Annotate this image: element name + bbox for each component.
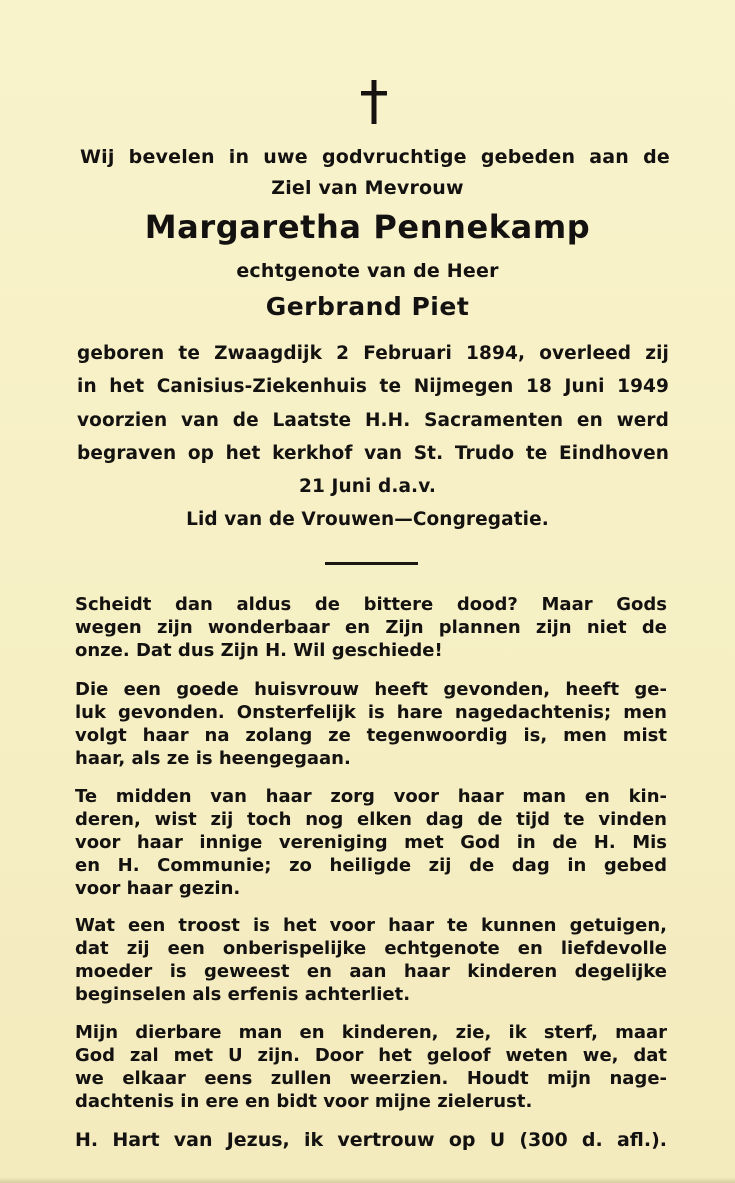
paragraph-3 xyxy=(75,785,667,900)
paragraph-line: moeder is geweest en aan haar kinderen degelijke xyxy=(75,961,667,982)
paragraph-line: en H. Communie; zo heiligde zij de dag in gebed xyxy=(75,855,667,876)
bio-line-2: in het Canisius-Ziekenhuis te Nijmegen 18 Juni 1949 xyxy=(77,376,669,397)
paragraph-4 xyxy=(75,914,667,1006)
paragraph-line: deren, wist zij toch nog elken dag de tijd te vinden xyxy=(75,809,667,830)
paragraph-1 xyxy=(75,593,667,662)
paragraph-line: onze. Dat dus Zijn H. Wil geschiede! xyxy=(75,640,443,661)
divider xyxy=(325,562,418,565)
spouse-intro: echtgenote van de Heer xyxy=(236,260,499,282)
paragraph-line: Mijn dierbare man en kinderen, zie, ik sterf, maar xyxy=(75,1022,667,1043)
paragraph-line: we elkaar eens zullen weerzien. Houdt mijn nage- xyxy=(75,1068,667,1089)
deceased-name: Margaretha Pennekamp xyxy=(144,208,591,246)
paragraph-line: voor haar gezin. xyxy=(75,878,241,899)
paragraph-line: Die een goede huisvrouw heeft gevonden, heeft ge- xyxy=(75,679,667,700)
bio-line-3: voorzien van de Laatste H.H. Sacramenten en werd xyxy=(77,410,669,431)
bio-line-1: geboren te Zwaagdijk 2 Februari 1894, overleed zij xyxy=(77,343,669,364)
member-line: Lid van de Vrouwen—Congregatie. xyxy=(186,509,549,530)
intro-line-1: Wij bevelen in uwe godvruchtige gebeden aan de xyxy=(80,146,670,168)
paragraph-2 xyxy=(75,678,667,770)
paragraph-line: volgt haar na zolang ze tegenwoordig is, men mist xyxy=(75,725,667,746)
paragraph-line: Wat een troost is het voor haar te kunnen getuigen, xyxy=(75,915,667,936)
card-edge xyxy=(0,1177,735,1183)
intro-line-2: Ziel van Mevrouw xyxy=(271,177,464,199)
paragraph-line: Scheidt dan aldus de bittere dood? Maar Gods xyxy=(75,594,667,615)
spouse-name: Gerbrand Piet xyxy=(265,292,470,321)
paragraph-line: Te midden van haar zorg voor haar man en kin- xyxy=(75,786,667,807)
paragraph-5 xyxy=(75,1021,667,1113)
paragraph-line: beginselen als erfenis achterliet. xyxy=(75,984,411,1005)
closing-prayer: H. Hart van Jezus, ik vertrouw op U (300 d. afl.). xyxy=(75,1129,667,1151)
paragraph-line: dat zij een onberispelijke echtgenote en liefdevolle xyxy=(75,938,667,959)
bio-line-4: begraven op het kerkhof van St. Trudo te Eindhoven xyxy=(77,443,669,464)
paragraph-line: wegen zijn wonderbaar en Zijn plannen zijn niet de xyxy=(75,617,667,638)
paragraph-line: dachtenis in ere en bidt voor mijne zielerust. xyxy=(75,1091,533,1112)
latin-cross-icon xyxy=(358,80,390,124)
paragraph-line: luk gevonden. Onsterfelijk is hare nagedachtenis; men xyxy=(75,702,667,723)
bio-date-line: 21 Juni d.a.v. xyxy=(299,476,436,497)
paragraph-line: haar, als ze is heengegaan. xyxy=(75,748,351,769)
paragraph-line: voor haar innige vereniging met God in de H. Mis xyxy=(75,832,667,853)
paragraph-line: God zal met U zijn. Door het geloof weten we, dat xyxy=(75,1045,667,1066)
